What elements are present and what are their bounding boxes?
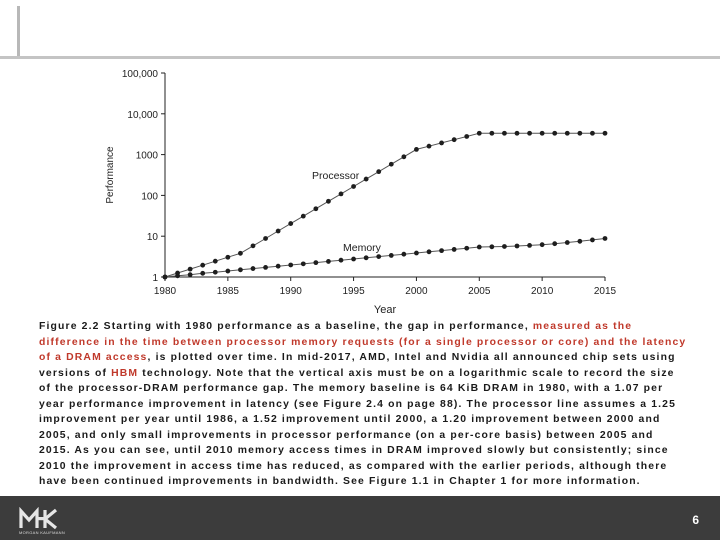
data-point-processor: [339, 192, 344, 197]
data-point-memory: [603, 236, 608, 241]
y-tick-label: 1: [152, 273, 158, 284]
y-tick-label: 10,000: [127, 109, 158, 121]
data-point-processor: [188, 267, 193, 272]
data-point-processor: [263, 236, 268, 241]
data-point-memory: [439, 248, 444, 253]
data-point-processor: [376, 169, 381, 174]
data-point-memory: [200, 271, 205, 276]
data-point-processor: [515, 131, 520, 136]
x-tick-label: 1990: [279, 286, 302, 297]
data-point-memory: [477, 245, 482, 250]
data-point-memory: [401, 252, 406, 257]
x-tick-label: 2015: [593, 286, 617, 297]
data-point-processor: [552, 131, 557, 136]
data-point-processor: [502, 131, 507, 136]
figure-caption: [39, 319, 687, 490]
data-point-memory: [175, 273, 180, 278]
data-point-processor: [489, 131, 494, 136]
data-point-processor: [326, 199, 331, 204]
series-label-memory: Memory: [343, 242, 381, 254]
data-point-memory: [326, 259, 331, 264]
data-point-processor: [464, 134, 469, 139]
data-point-memory: [213, 270, 218, 275]
slide-corner-vertical-bar: [17, 6, 20, 58]
data-point-memory: [238, 267, 243, 272]
page-number: 6: [692, 513, 699, 527]
data-point-processor: [401, 154, 406, 159]
data-point-memory: [590, 238, 595, 243]
data-point-memory: [225, 269, 230, 274]
data-point-processor: [364, 177, 369, 182]
data-point-processor: [351, 184, 356, 189]
y-tick-label: 100,000: [121, 69, 158, 80]
series-line-memory: [165, 239, 605, 278]
data-point-memory: [414, 251, 419, 256]
data-point-memory: [577, 239, 582, 244]
y-tick-label: 10: [146, 232, 158, 244]
x-tick-label: 1985: [216, 286, 239, 297]
data-point-memory: [540, 242, 545, 247]
data-point-processor: [313, 206, 318, 211]
caption-part-1: Figure 2.2 Starting with 1980 performance as a baseline, the gap in performance,: [39, 321, 533, 332]
x-tick-label: 2000: [405, 286, 428, 297]
data-point-processor: [439, 141, 444, 146]
publisher-logo-text: MORGAN KAUFMANN: [19, 530, 66, 535]
data-point-memory: [502, 244, 507, 249]
y-axis-label: Performance: [105, 146, 116, 204]
data-point-memory: [464, 246, 469, 251]
caption-part-2: , is plotted over time. In mid-2017, AMD, Intel and Nvidia all announced chip sets using versions of: [39, 352, 676, 379]
x-tick-label: 2010: [531, 286, 554, 297]
performance-gap-chart: [95, 55, 635, 315]
data-point-memory: [565, 240, 570, 245]
caption-part-3: technology. Note that the vertical axis must be on a logarithmic scale to record the size of the processor-DRAM performance gap. The memory baseline is 64 KiB DRAM in 1980, with a 1.07 per year performance improvement in latency (see Figure 2.4 on page 88). The processor line assumes a 1.25 improvement per year until 1986, a 1.52 improvement until 2000, a 1.20 improvement between 2000 and 2005, and only small improvements in processor performance (on a per-core basis) between 2005 and 2015. As you can see, until 2010 memory access times in DRAM improved slowly but consistently; since 2010 the improvement in access time has reduced, as compared with the earlier periods, although there have been continued improvements in bandwidth. See Figure 1.1 in Chapter 1 for more information.: [39, 367, 677, 487]
data-point-memory: [376, 254, 381, 259]
data-point-processor: [251, 243, 256, 248]
data-point-processor: [565, 131, 570, 136]
data-point-memory: [276, 264, 281, 269]
data-point-processor: [213, 259, 218, 264]
x-axis-label: Year: [373, 304, 397, 315]
data-point-memory: [263, 265, 268, 270]
data-point-processor: [452, 137, 457, 142]
data-point-memory: [288, 263, 293, 268]
data-point-processor: [288, 221, 293, 226]
data-point-processor: [301, 214, 306, 219]
data-point-memory: [313, 260, 318, 265]
data-point-processor: [577, 131, 582, 136]
x-tick-label: 1980: [153, 286, 177, 297]
data-point-processor: [603, 131, 608, 136]
data-point-processor: [238, 251, 243, 256]
series-label-processor: Processor: [312, 170, 360, 182]
data-point-memory: [188, 272, 193, 277]
footer-bar: [0, 496, 720, 540]
data-point-memory: [351, 257, 356, 262]
caption-highlight-hbm: HBM: [111, 367, 139, 379]
data-point-processor: [527, 131, 532, 136]
data-point-processor: [540, 131, 545, 136]
data-point-processor: [477, 131, 482, 136]
data-point-memory: [389, 253, 394, 258]
x-tick-label: 1995: [342, 286, 365, 297]
data-point-memory: [489, 244, 494, 249]
data-point-processor: [276, 229, 281, 234]
data-point-memory: [515, 244, 520, 249]
x-tick-label: 2005: [468, 286, 491, 297]
data-point-processor: [427, 144, 432, 149]
caption-highlight-gap-definition: measured as the difference in the time between processor memory requests (for a single processor or core) and the latency of a DRAM access: [39, 321, 687, 363]
data-point-processor: [590, 131, 595, 136]
data-point-memory: [163, 275, 168, 280]
y-tick-label: 1000: [135, 150, 158, 162]
data-point-memory: [527, 243, 532, 248]
data-point-memory: [364, 255, 369, 260]
data-point-memory: [301, 261, 306, 266]
data-point-processor: [200, 263, 205, 268]
data-point-memory: [339, 258, 344, 263]
series-line-processor: [165, 133, 605, 277]
data-point-memory: [427, 249, 432, 254]
y-tick-label: 100: [141, 191, 158, 203]
data-point-memory: [452, 247, 457, 252]
data-point-processor: [389, 162, 394, 167]
data-point-memory: [251, 266, 256, 271]
data-point-processor: [225, 255, 230, 260]
data-point-memory: [552, 241, 557, 246]
data-point-processor: [414, 147, 419, 152]
